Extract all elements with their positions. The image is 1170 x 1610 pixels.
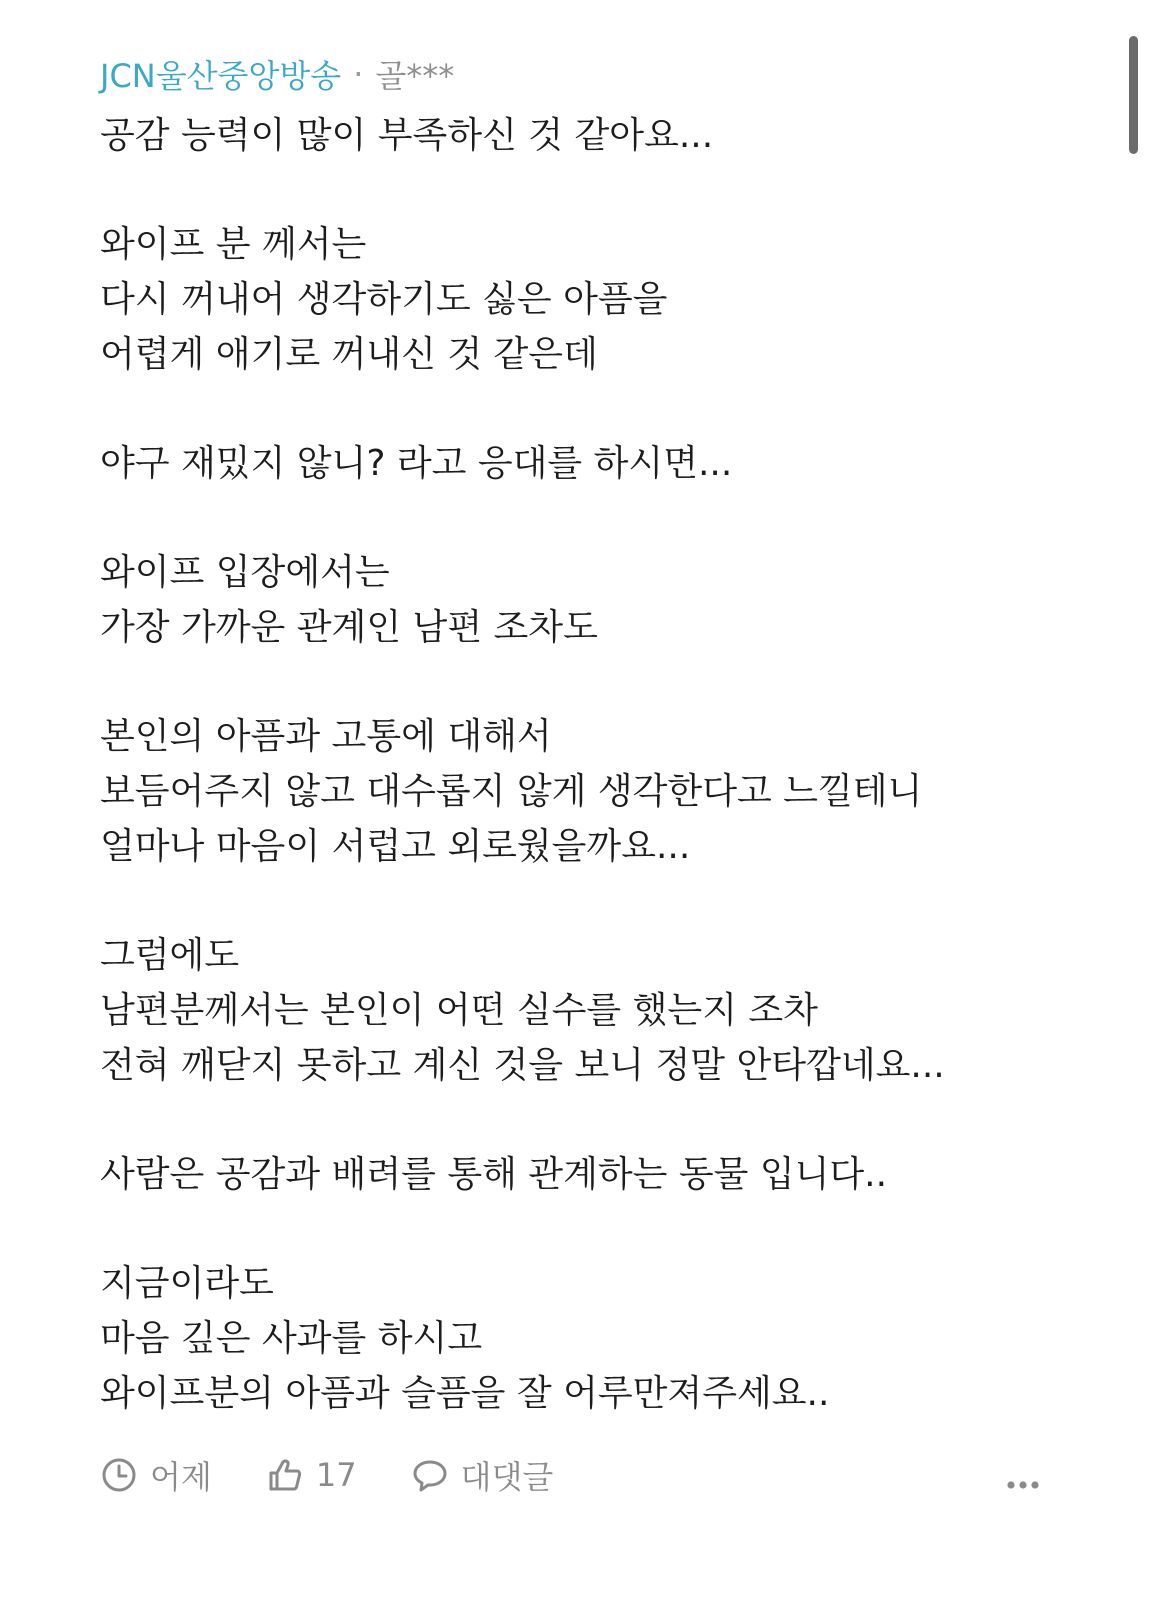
comment-line: 그럼에도 [100,935,240,976]
comment-line: 다시 꺼내어 생각하기도 싫은 아픔을 [100,279,668,320]
comment-paragraph [100,436,1080,491]
comment-line: 보듬어주지 않고 대수롭지 않게 생각한다고 느낄테니 [100,771,923,812]
comment-line: 얼마나 마음이 서럽고 외로웠을까요... [100,826,691,867]
comment-body [100,108,1080,1421]
like-button[interactable] [266,1456,357,1494]
thumbs-up-icon [266,1456,304,1494]
comment-line: 야구 재밌지 않니? 라고 응대를 하시면... [100,443,733,484]
comment-line: 마음 깊은 사과를 하시고 [100,1318,483,1359]
comment-line: 남편분께서는 본인이 어떤 실수를 했는지 조차 [100,990,818,1031]
comment [100,52,1080,1421]
comment-meta [100,52,1080,96]
reply-button[interactable] [411,1452,554,1498]
comment-paragraph [100,928,1080,1093]
more-dots-icon [1006,1460,1040,1498]
channel-name[interactable]: JCN울산중앙방송 [100,57,342,95]
speech-bubble-icon [411,1456,449,1494]
comment-paragraph [100,709,1080,874]
more-options-button[interactable] [1006,1460,1040,1498]
comment-line: 본인의 아픔과 고통에 대해서 [100,716,552,757]
scrollbar-thumb[interactable] [1129,36,1138,154]
like-count: 17 [315,1456,357,1494]
clock-icon [100,1456,138,1494]
author-name: 골*** [375,57,455,95]
reply-label: 대댓글 [460,1458,554,1496]
time-label: 어제 [150,1458,212,1496]
comment-line: 어렵게 애기로 꺼내신 것 같은데 [100,334,598,375]
comment-paragraph [100,217,1080,382]
comment-line: 사람은 공감과 배려를 통해 관계하는 동물 입니다.. [100,1154,888,1195]
comment-line: 와이프 분 께서는 [100,224,367,265]
comment-paragraph [100,1256,1080,1421]
comment-line: 가장 가까운 관계인 남편 조차도 [100,607,598,648]
comment-actions [100,1448,1040,1502]
meta-separator: · [353,55,364,93]
time-stamp [100,1452,212,1498]
comment-paragraph [100,1147,1080,1202]
comment-line: 전혀 깨닫지 못하고 계신 것을 보니 정말 안타깝네요... [100,1045,945,1086]
comment-line: 지금이라도 [100,1263,274,1304]
comment-paragraph [100,545,1080,655]
comment-line: 와이프분의 아픔과 슬픔을 잘 어루만져주세요.. [100,1373,830,1414]
comment-paragraph [100,108,1080,163]
comment-line: 와이프 입장에서는 [100,552,390,593]
comment-line: 공감 능력이 많이 부족하신 것 같아요... [100,115,714,156]
